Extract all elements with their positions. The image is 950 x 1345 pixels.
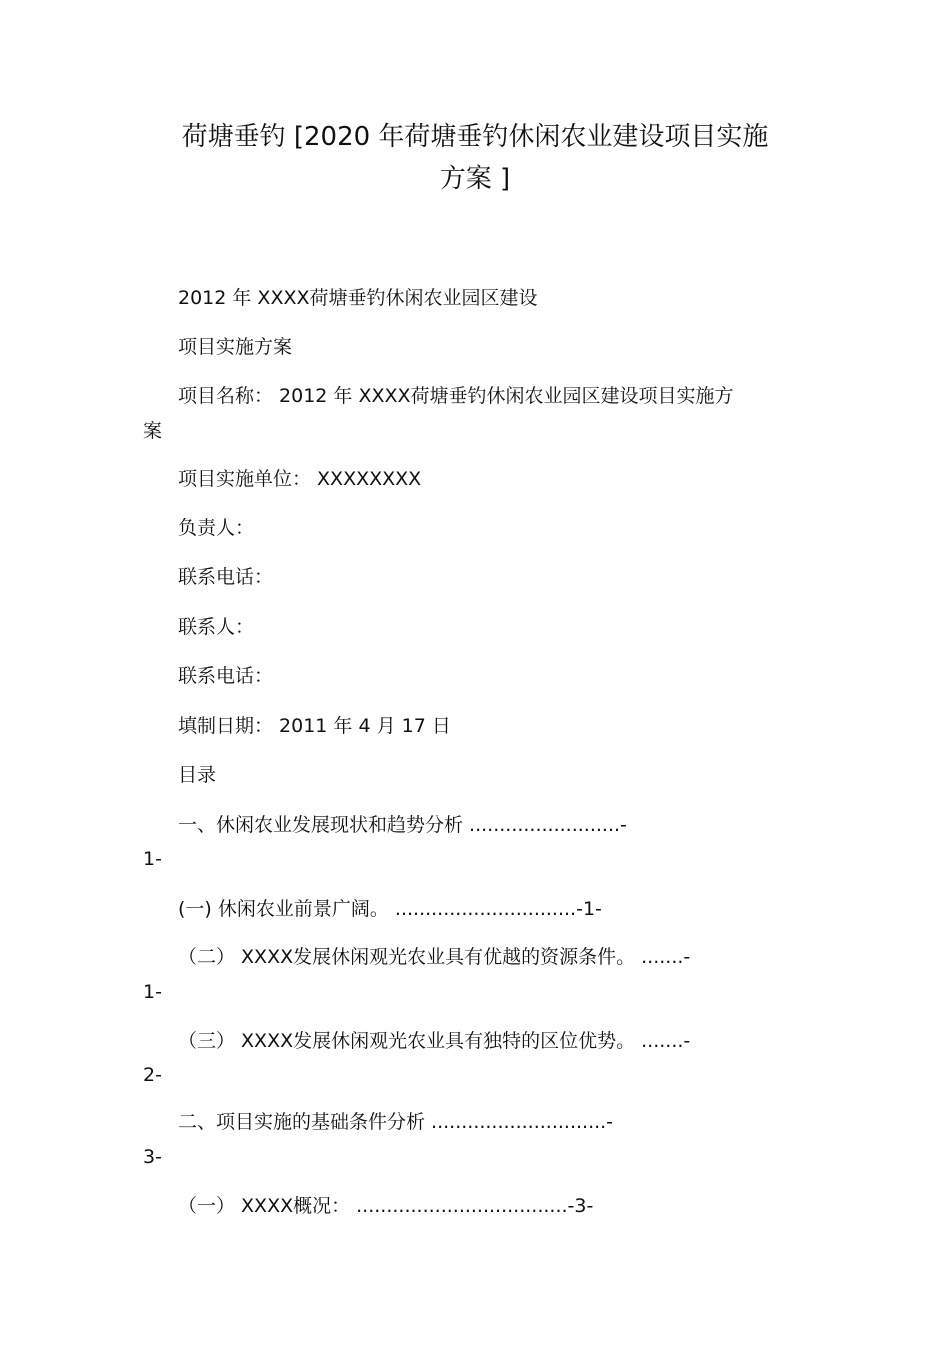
toc-entry-page: 3- xyxy=(143,1146,162,1168)
heading-park-construction: 2012 年 XXXX荷塘垂钓休闲农业园区建设 xyxy=(178,287,538,309)
document-title-line-1: 荷塘垂钓 [2020 年荷塘垂钓休闲农业建设项目实施 xyxy=(181,122,769,152)
toc-entry[interactable]: （三） XXXX发展休闲观光农业具有独特的区位优势。 .......- xyxy=(178,1030,691,1052)
toc-entry-page: 1- xyxy=(143,981,162,1003)
toc-entry[interactable]: （二） XXXX发展休闲观光农业具有优越的资源条件。 .......- xyxy=(178,946,691,968)
toc-entry[interactable]: 一、休闲农业发展现状和趋势分析 .........................- xyxy=(178,814,627,836)
document-title-line-2: 方案 ] xyxy=(439,164,511,194)
toc-entry[interactable]: （一） XXXX概况： ...................................-3- xyxy=(178,1195,594,1217)
phone-field-2: 联系电话： xyxy=(178,665,274,687)
contact-person-field: 联系人： xyxy=(178,616,255,638)
project-name-field: 项目名称： 2012 年 XXXX荷塘垂钓休闲农业园区建设项目实施方 xyxy=(178,385,734,407)
project-name-field-continuation: 案 xyxy=(143,420,163,442)
phone-field-1: 联系电话： xyxy=(178,566,274,588)
toc-entry[interactable]: 二、项目实施的基础条件分析 .............................- xyxy=(178,1111,614,1133)
heading-implementation-plan: 项目实施方案 xyxy=(178,336,293,358)
person-in-charge-field: 负责人： xyxy=(178,517,255,539)
toc-title: 目录 xyxy=(178,764,217,786)
toc-entry[interactable]: (一) 休闲农业前景广阔。 ..............................-1- xyxy=(178,898,602,920)
fill-date-field: 填制日期： 2011 年 4 月 17 日 xyxy=(178,715,451,737)
toc-entry-page: 2- xyxy=(143,1064,162,1086)
toc-entry-page: 1- xyxy=(143,848,162,870)
implementing-unit-field: 项目实施单位： XXXXXXXX xyxy=(178,468,422,490)
